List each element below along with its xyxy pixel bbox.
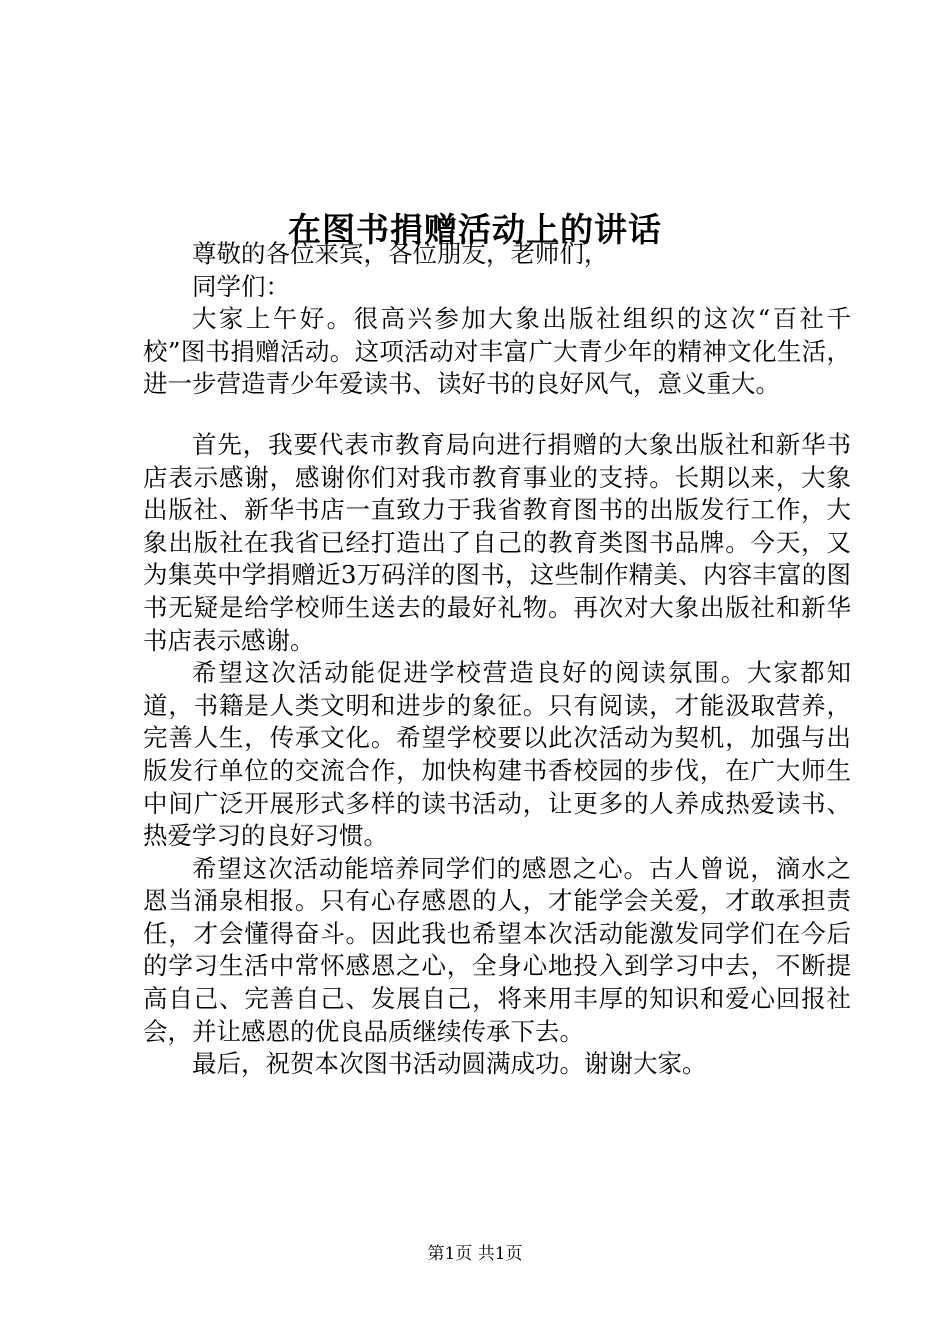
paragraph-reading-atmosphere: 希望这次活动能促进学校营造良好的阅读氛围。大家都知道，书籍是人类文明和进步的象征。只有阅读，才能汲取营养，完善人生，传承文化。希望学校要以此次活动为契机，加强与出版发行单位的交流合作，加快构建书香校园的步伐，在广大师生中间广泛开展形式多样的读书活动，让更多的人养成热爱读书、热爱学习的良好习惯。	[143, 658, 851, 851]
paragraph-thanks: 首先，我要代表市教育局向进行捐赠的大象出版社和新华书店表示感谢，感谢你们对我市教育事业的支持。长期以来，大象出版社、新华书店一直致力于我省教育图书的出版发行工作，大象出版社在我省已经打造出了自己的教育类图书品牌。今天，又为集英中学捐赠近3万码洋的图书，这些制作精美、内容丰富的图书无疑是给学校师生送去的最好礼物。再次对大象出版社和新华书店表示感谢。	[143, 429, 851, 655]
document-body	[143, 238, 851, 1081]
paragraph-closing: 最后，祝贺本次图书活动圆满成功。谢谢大家。	[192, 1049, 707, 1079]
page-number-footer: 第1页 共1页	[427, 1244, 523, 1264]
salutation-line-1: 尊敬的各位来宾，各位朋友，老师们，	[192, 239, 609, 268]
paragraph-greeting: 大家上午好。很高兴参加大象出版社组织的这次“百社千校”图书捐赠活动。这项活动对丰富广大青少年的精神文化生活，进一步营造青少年爱读书、读好书的良好风气，意义重大。	[143, 304, 851, 399]
paragraph-gratitude: 希望这次活动能培养同学们的感恩之心。古人曾说，滴水之恩当涌泉相报。只有心存感恩的人，才能学会关爱，才敢承担责任，才会懂得奋斗。因此我也希望本次活动能激发同学们在今后的学习生活中常怀感恩之心，全身心地投入到学习中去，不断提高自己、完善自己、发展自己，将来用丰厚的知识和爱心回报社会，并让感恩的优良品质继续传承下去。	[143, 853, 851, 1046]
page-title: 在图书捐赠活动上的讲话	[288, 210, 662, 250]
salutation-line-2: 同学们：	[192, 271, 290, 301]
